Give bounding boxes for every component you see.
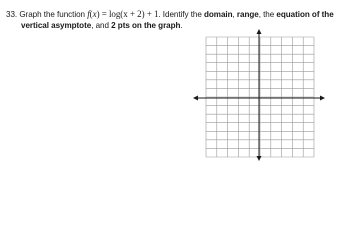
points-keyword: 2 pts on the graph <box>111 21 181 30</box>
question-text-after-function: . Identify the <box>158 10 202 19</box>
question-number: 33. <box>6 10 18 19</box>
vertical-asymptote-keyword: vertical asymptote <box>21 21 92 30</box>
grid-lines <box>206 37 314 157</box>
y-axis <box>257 29 262 161</box>
equation-keyword: equation of the <box>276 10 334 19</box>
question-line-1: 33. Graph the function f(x) = log(x + 2) + 1. Identify the domain, range, the equation of the <box>6 9 334 19</box>
y-axis-up-arrow-icon <box>257 29 262 34</box>
question-line-2: vertical asymptote, and 2 pts on the graph. <box>21 21 183 30</box>
x-axis-right-arrow-icon <box>320 96 325 101</box>
function-expression: f(x) = log(x + 2) + 1 <box>87 9 159 19</box>
range-keyword: range <box>236 10 259 19</box>
y-axis-down-arrow-icon <box>257 156 262 161</box>
domain-keyword: domain <box>204 10 233 19</box>
x-axis-left-arrow-icon <box>193 96 198 101</box>
question-intro: Graph the function <box>19 10 86 19</box>
